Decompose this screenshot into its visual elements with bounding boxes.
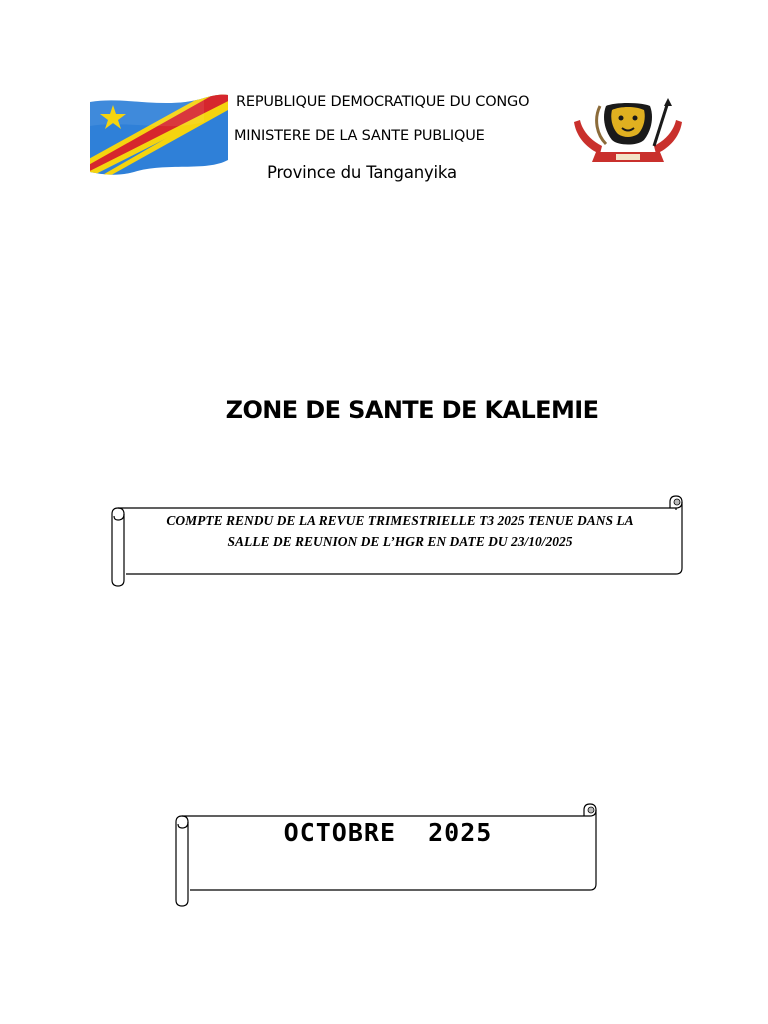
drc-flag-image: [86, 92, 232, 178]
report-title: [126, 510, 674, 552]
date-scroll-frame: [170, 800, 602, 908]
date-banner: OCTOBRE 2025: [283, 818, 493, 847]
country-name: REPUBLIQUE DEMOCRATIQUE DU CONGO: [236, 94, 530, 110]
report-title-line-2: SALLE DE REUNION DE L’HGR EN DATE DU 23/10/2025: [227, 534, 573, 549]
report-title-line-1: COMPTE RENDU DE LA REVUE TRIMESTRIELLE T3 2025 TENUE DANS LA: [166, 513, 634, 528]
coat-of-arms-image: [566, 96, 690, 170]
zone-title: ZONE DE SANTE DE KALEMIE: [225, 396, 599, 424]
ministry-name: MINISTERE DE LA SANTE PUBLIQUE: [234, 128, 485, 144]
province-name: Province du Tanganyika: [267, 163, 457, 182]
